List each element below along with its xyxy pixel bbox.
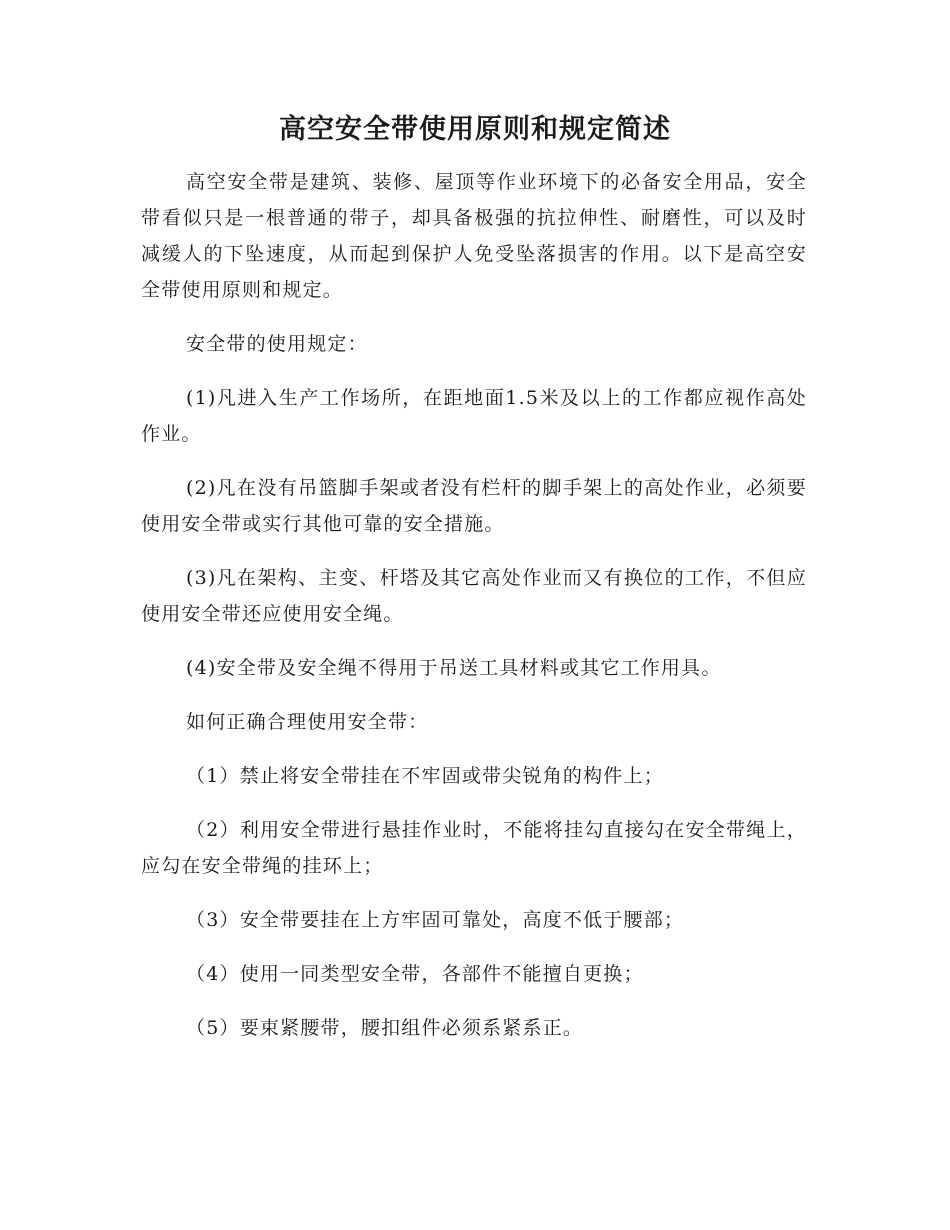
document-body [141, 164, 807, 1046]
rule-item-3: (3)凡在架构、主变、杆塔及其它高处作业而又有换位的工作，不但应使用安全带还应使用安全绳。 [141, 567, 807, 625]
usage-item-3: （3）安全带要挂在上方牢固可靠处，高度不低于腰部； [186, 909, 685, 931]
section-heading-correct-usage: 如何正确合理使用安全带： [186, 711, 429, 733]
rule-item-2: (2)凡在没有吊篮脚手架或者没有栏杆的脚手架上的高处作业，必须要使用安全带或实行其他可靠的安全措施。 [141, 477, 807, 535]
section-heading-usage-rules: 安全带的使用规定： [186, 333, 368, 355]
rule-item-4: (4)安全带及安全绳不得用于吊送工具材料或其它工作用具。 [186, 657, 722, 679]
usage-item-1: （1）禁止将安全带挂在不牢固或带尖锐角的构件上； [186, 765, 664, 787]
usage-item-4: （4）使用一同类型安全带，各部件不能擅自更换； [186, 963, 644, 985]
usage-item-5: （5）要束紧腰带，腰扣组件必须系紧系正。 [186, 1017, 584, 1039]
document-title: 高空安全带使用原则和规定简述 [279, 114, 671, 145]
usage-item-2: （2）利用安全带进行悬挂作业时，不能将挂勾直接勾在安全带绳上，应勾在安全带绳的挂环上； [141, 819, 807, 877]
intro-paragraph: 高空安全带是建筑、装修、屋顶等作业环境下的必备安全用品，安全带看似只是一根普通的带子，却具备极强的抗拉伸性、耐磨性，可以及时减缓人的下坠速度，从而起到保护人免受坠落损害的作用。以下是高空安全带使用原则和规定。 [141, 171, 807, 301]
rule-item-1: (1)凡进入生产工作场所，在距地面1.5米及以上的工作都应视作高处作业。 [141, 387, 807, 445]
